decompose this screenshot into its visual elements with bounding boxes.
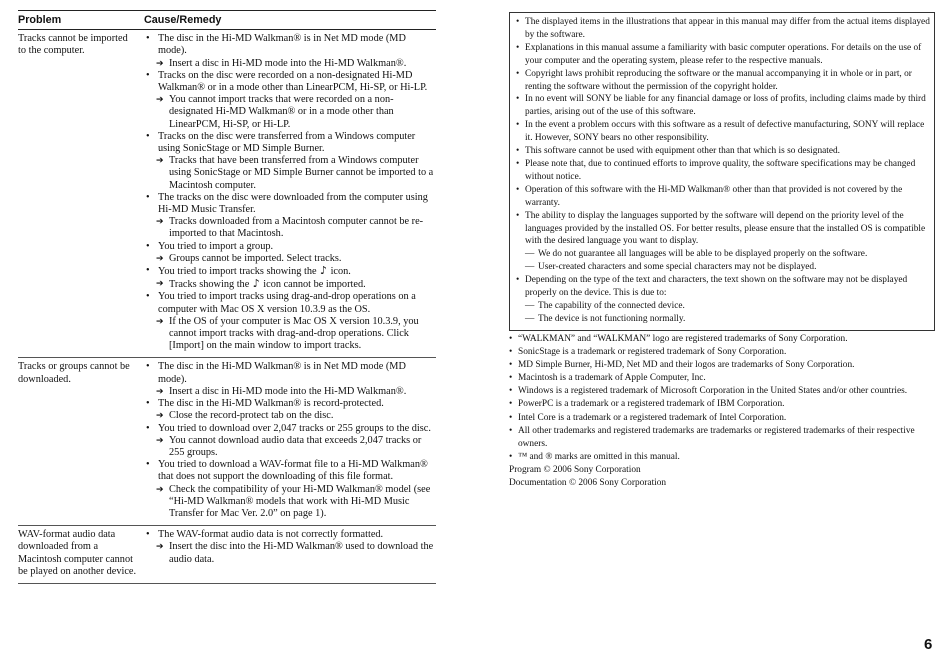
bullet-icon: • — [146, 191, 150, 203]
remedy-item — [144, 435, 436, 459]
cause-text: You tried to download a WAV-format file to a Hi-MD Walkman® that does not support the downloading of this file format. — [158, 459, 428, 483]
remedy-item — [144, 484, 436, 521]
note-text: Please note that, due to continued efforts to improve quality, the software specifications may be changed without notice. — [525, 158, 916, 182]
bullet-icon: • — [509, 399, 513, 410]
cause-text: You tried to download over 2,047 tracks or 255 groups to the disc. — [158, 422, 431, 434]
note-item — [516, 274, 930, 326]
copyright-program: Program © 2006 Sony Corporation — [509, 464, 641, 475]
remedy-item — [144, 541, 436, 565]
problem-cell: Tracks cannot be imported to the computer. — [18, 33, 128, 57]
cause-text: The disc in the Hi-MD Walkman® is record-protected. — [158, 398, 384, 410]
bullet-icon: • — [516, 94, 520, 105]
cause-text: You tried to import a group. — [158, 240, 274, 252]
note-text: Copyright laws prohibit reproducing the software or the manual accompanying it in whole or in part, or renting the software without the permission of the copyright holder. — [525, 68, 912, 92]
music-note-icon: ♪ — [316, 264, 331, 278]
cause-item — [144, 241, 436, 253]
arrow-right-icon: ➔ — [156, 411, 164, 422]
bullet-icon: • — [146, 240, 150, 252]
bullet-icon: • — [146, 459, 150, 471]
note-item — [516, 210, 930, 275]
cause-item — [144, 33, 436, 57]
note-text: The displayed items in the illustrations that appear in this manual may differ from the actual items displayed by the software. — [525, 17, 930, 40]
trademark-item — [509, 398, 929, 411]
bullet-icon: • — [516, 68, 520, 79]
bullet-icon: • — [509, 360, 513, 371]
remedy-text: Tracks showing the — [169, 279, 250, 291]
cause-item — [144, 361, 436, 385]
cause-text: The WAV-format audio data is not correctly formatted. — [158, 529, 384, 541]
dash-icon: — — [525, 300, 535, 311]
arrow-right-icon: ➔ — [156, 279, 164, 290]
remedy-text: Insert a disc in Hi-MD mode into the Hi-MD Walkman®. — [169, 57, 407, 69]
music-note-icon: ♪ — [249, 277, 264, 291]
trademark-text: MD Simple Burner, Hi-MD, Net MD and their logos are trademarks of Sony Corporation. — [518, 360, 855, 371]
note-subitem — [525, 300, 930, 313]
bullet-icon: • — [146, 265, 150, 277]
arrow-right-icon: ➔ — [156, 95, 164, 106]
page-number: 6 — [924, 636, 933, 653]
table-row — [18, 30, 436, 358]
bullet-icon: • — [516, 42, 520, 53]
notes-box — [509, 12, 935, 331]
cause-item — [144, 459, 436, 483]
arrow-right-icon: ➔ — [156, 542, 164, 553]
trademark-text: Macintosh is a trademark of Apple Computer, Inc. — [518, 373, 706, 384]
arrow-right-icon: ➔ — [156, 58, 164, 69]
trademark-item — [509, 359, 929, 372]
bullet-icon: • — [516, 184, 520, 195]
remedy-cell — [144, 361, 436, 520]
troubleshooting-table — [18, 10, 436, 584]
table-header — [18, 10, 436, 30]
note-item — [516, 93, 930, 119]
dash-icon: — — [525, 249, 535, 260]
note-text: Operation of this software with the Hi-MD Walkman® other than that provided is not covered by the warranty. — [525, 184, 903, 208]
note-item — [516, 145, 930, 158]
note-text: Explanations in this manual assume a familiarity with basic computer operations. For details on the use of your computer and the operating system, please refer to the respective manuals. — [525, 42, 922, 66]
cause-text: The tracks on the disc were downloaded from the computer using Hi-MD Music Transfer. — [158, 191, 428, 216]
bullet-icon: • — [509, 451, 513, 462]
bullet-icon: • — [516, 275, 520, 286]
cause-text: The disc in the Hi-MD Walkman® is in Net MD mode (MD mode). — [158, 33, 406, 57]
arrow-right-icon: ➔ — [156, 316, 164, 327]
note-text: The ability to display the languages supported by the software will depend on the priority level of the languages provided by the installed OS. For better results, please ensure that the installed OS is compatible with the desired language you want to display. — [525, 210, 926, 247]
bullet-icon: • — [509, 334, 513, 344]
remedy-item — [144, 386, 436, 398]
trademark-text: “WALKMAN” and “WALKMAN” logo are registered trademarks of Sony Corporation. — [518, 334, 848, 344]
cause-item — [144, 398, 436, 410]
remedy-item — [144, 58, 436, 70]
remedy-text: Insert a disc in Hi-MD mode into the Hi-MD Walkman®. — [169, 385, 407, 397]
trademark-text: ™ and ® marks are omitted in this manual. — [518, 451, 680, 462]
copyright-documentation: Documentation © 2006 Sony Corporation — [509, 478, 667, 489]
arrow-right-icon: ➔ — [156, 386, 164, 397]
remedy-item — [144, 216, 436, 240]
cause-text: Tracks on the disc were transferred from a Windows computer using SonicStage or MD Simple Burner. — [158, 130, 416, 155]
arrow-right-icon: ➔ — [156, 217, 164, 228]
bullet-icon: • — [509, 386, 513, 397]
trademark-item — [509, 425, 929, 451]
trademark-text: All other trademarks and registered trademarks are trademarks or registered trademarks of their respective owners. — [518, 425, 915, 449]
bullet-icon: • — [146, 422, 150, 434]
bullet-icon: • — [146, 398, 150, 410]
note-subitem — [525, 261, 930, 274]
trademark-text: PowerPC is a trademark or a registered trademark of IBM Corporation. — [518, 399, 785, 410]
trademarks-section — [509, 333, 929, 490]
dash-icon: — — [525, 313, 535, 324]
remedy-text: Tracks downloaded from a Macintosh computer cannot be re-imported to that Macintosh. — [169, 216, 424, 240]
arrow-right-icon: ➔ — [156, 435, 164, 446]
remedy-text: Tracks that have been transferred from a Windows computer using SonicStage or MD Simple Burner cannot be imported to a Macintosh computer. — [169, 155, 434, 191]
note-text: Depending on the type of the text and characters, the text shown on the software may not be displayed properly on the device. This is due to: — [525, 275, 908, 299]
remedy-text: You cannot download audio data that exceeds 2,047 tracks or 255 groups. — [169, 434, 422, 458]
bullet-icon: • — [509, 347, 513, 358]
note-text: This software cannot be used with equipment other than that which is so designated. — [525, 146, 841, 157]
bullet-icon: • — [516, 146, 520, 157]
problem-cell: Tracks or groups cannot be downloaded. — [18, 361, 130, 385]
note-subitem-text: The capability of the connected device. — [538, 300, 685, 311]
table-row — [18, 358, 436, 526]
remedy-item — [144, 253, 436, 265]
cause-item — [144, 291, 436, 315]
note-subitem — [525, 248, 930, 261]
remedy-cell — [144, 33, 436, 352]
bullet-icon: • — [516, 17, 520, 27]
bullet-icon: • — [509, 425, 513, 436]
bullet-icon: • — [516, 158, 520, 169]
trademark-item — [509, 372, 929, 385]
bullet-icon: • — [146, 33, 150, 45]
bullet-icon: • — [146, 529, 150, 541]
arrow-right-icon: ➔ — [156, 253, 164, 264]
cause-item — [144, 423, 436, 435]
remedy-text: If the OS of your computer is Mac OS X version 10.3.9, you cannot import tracks with drag-and-drop operations. Click [Import] on the main window to import tracks. — [169, 315, 419, 352]
cause-item — [144, 131, 436, 155]
remedy-text: You cannot import tracks that were recorded on a non-designated Hi-MD Walkman® or in a mode other than LinearPCM, Hi-SP, or Hi-LP. — [169, 94, 394, 130]
cause-text: icon. — [330, 266, 351, 278]
remedy-item — [144, 278, 436, 291]
cause-item — [144, 70, 436, 94]
remedy-text: Insert the disc into the Hi-MD Walkman® used to download the audio data. — [169, 541, 434, 565]
remedy-text: Close the record-protect tab on the disc. — [169, 410, 334, 422]
remedy-item — [144, 316, 436, 353]
arrow-right-icon: ➔ — [156, 484, 164, 495]
trademark-item — [509, 451, 929, 464]
cause-item — [144, 529, 436, 541]
trademark-text: Intel Core is a trademark or a registered trademark of Intel Corporation. — [518, 412, 787, 423]
trademark-item — [509, 346, 929, 359]
cause-item — [144, 192, 436, 216]
cause-text: You tried to import tracks using drag-and-drop operations on a computer with Mac OS X version 10.3.9 as the OS. — [158, 291, 416, 315]
note-subitem-text: The device is not functioning normally. — [538, 313, 686, 324]
bullet-icon: • — [146, 291, 150, 303]
remedy-item — [144, 410, 436, 422]
cause-item — [144, 265, 436, 278]
cause-text: The disc in the Hi-MD Walkman® is in Net MD mode (MD mode). — [158, 361, 406, 385]
bullet-icon: • — [509, 412, 513, 423]
bullet-icon: • — [146, 361, 150, 373]
arrow-right-icon: ➔ — [156, 156, 164, 167]
dash-icon: — — [525, 262, 535, 273]
table-row — [18, 526, 436, 584]
trademark-text: SonicStage is a trademark or registered trademark of Sony Corporation. — [518, 347, 787, 358]
cause-text: You tried to import tracks showing the — [158, 266, 317, 278]
remedy-cell — [144, 529, 436, 578]
header-problem: Problem — [18, 14, 62, 26]
note-item — [516, 68, 930, 94]
note-item — [516, 184, 930, 210]
note-item — [516, 16, 930, 42]
trademark-item — [509, 333, 929, 346]
trademark-text: Windows is a registered trademark of Microsoft Corporation in the United States and/or other countries. — [518, 386, 908, 397]
header-cause-remedy: Cause/Remedy — [144, 14, 222, 26]
note-text: In the event a problem occurs with this software as a result of defective manufacturing, SONY will replace it. However, SONY bears no other responsibility. — [525, 120, 925, 144]
problem-cell: WAV-format audio data downloaded from a Macintosh computer cannot be played on another device. — [18, 529, 137, 577]
note-item — [516, 42, 930, 68]
note-subitem — [525, 313, 930, 326]
note-item — [516, 158, 930, 184]
bullet-icon: • — [146, 69, 150, 81]
bullet-icon: • — [146, 130, 150, 142]
remedy-text: icon cannot be imported. — [263, 279, 366, 291]
note-text: In no event will SONY be liable for any financial damage or loss of profits, including claims made by third parties, arising out of the use of this software. — [525, 94, 926, 118]
remedy-item — [144, 94, 436, 131]
note-item — [516, 119, 930, 145]
cause-text: Tracks on the disc were recorded on a non-designated Hi-MD Walkman® or in a mode other than LinearPCM, Hi-SP, or Hi-LP. — [158, 69, 428, 94]
trademark-item — [509, 412, 929, 425]
remedy-text: Groups cannot be imported. Select tracks. — [169, 252, 342, 264]
remedy-item — [144, 155, 436, 192]
bullet-icon: • — [509, 373, 513, 384]
remedy-text: Check the compatibility of your Hi-MD Walkman® model (see “Hi-MD Walkman® models that work with Hi-MD Music Transfer for Mac Ver. 2.0” on page 1). — [169, 483, 431, 519]
note-subitem-text: User-created characters and some special characters may not be displayed. — [538, 262, 817, 273]
bullet-icon: • — [516, 120, 520, 131]
trademark-item — [509, 385, 929, 398]
note-subitem-text: We do not guarantee all languages will be able to be displayed properly on the software. — [538, 249, 868, 260]
bullet-icon: • — [516, 210, 520, 221]
